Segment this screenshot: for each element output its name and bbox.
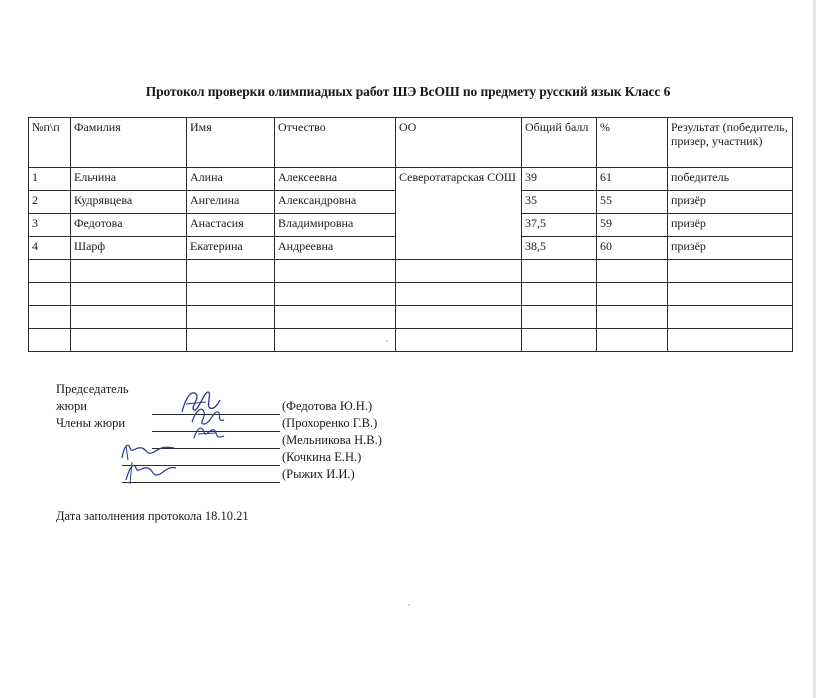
empty-cell (29, 260, 71, 283)
jury-member-name: (Мельникова Н.В.) (282, 433, 382, 447)
cell-name: Анастасия (187, 214, 275, 237)
empty-cell (29, 329, 71, 352)
empty-cell (668, 306, 793, 329)
cell-surname: Кудрявцева (71, 191, 187, 214)
document-title: Протокол проверки олимпиадных работ ШЭ ВсОШ по предмету русский язык Класс 6 (145, 84, 671, 99)
table-row (29, 168, 793, 191)
cell-patronymic: Алексеевна (275, 168, 396, 191)
cell-num: 3 (29, 214, 71, 237)
empty-cell (29, 283, 71, 306)
cell-score: 38,5 (522, 237, 597, 260)
signature-line (152, 419, 280, 432)
empty-cell (522, 260, 597, 283)
header-result: Результат (победитель, призер, участник) (668, 118, 793, 168)
empty-cell (71, 283, 187, 306)
scan-speck (408, 604, 410, 606)
jury-member-line (56, 432, 382, 449)
scan-speck (386, 340, 388, 342)
empty-cell (396, 283, 522, 306)
empty-row (29, 260, 793, 283)
signature-line (122, 453, 280, 466)
cell-patronymic: Владимировна (275, 214, 396, 237)
empty-cell (597, 306, 668, 329)
cell-percent: 59 (597, 214, 668, 237)
jury-member-line (56, 449, 382, 466)
cell-score: 37,5 (522, 214, 597, 237)
cell-percent: 60 (597, 237, 668, 260)
jury-member-line (56, 415, 382, 432)
empty-cell (597, 260, 668, 283)
jury-member-name: (Кочкина Е.Н.) (282, 450, 362, 464)
jury-signatures (56, 382, 382, 483)
jury-chair-line (56, 382, 382, 415)
empty-cell (71, 306, 187, 329)
cell-score: 39 (522, 168, 597, 191)
cell-result: призёр (668, 214, 793, 237)
cell-patronymic: Александровна (275, 191, 396, 214)
empty-cell (597, 283, 668, 306)
cell-result: призёр (668, 191, 793, 214)
jury-member-line (56, 466, 382, 483)
cell-name: Алина (187, 168, 275, 191)
signature-line (152, 436, 280, 449)
empty-cell (668, 260, 793, 283)
cell-surname: Шарф (71, 237, 187, 260)
cell-num: 2 (29, 191, 71, 214)
empty-cell (396, 329, 522, 352)
jury-chair-name: (Федотова Ю.Н.) (282, 399, 373, 413)
empty-cell (187, 260, 275, 283)
header-num: №п\п (29, 118, 71, 168)
empty-cell (187, 283, 275, 306)
empty-row (29, 283, 793, 306)
empty-cell (275, 306, 396, 329)
empty-cell (668, 283, 793, 306)
empty-row (29, 306, 793, 329)
empty-row (29, 329, 793, 352)
cell-num: 1 (29, 168, 71, 191)
cell-result: призёр (668, 237, 793, 260)
cell-name: Екатерина (187, 237, 275, 260)
signature-line (122, 470, 280, 483)
cell-result: победитель (668, 168, 793, 191)
empty-cell (396, 260, 522, 283)
cell-oo: Северотатарская СОШ (396, 168, 522, 260)
empty-cell (522, 283, 597, 306)
empty-cell (71, 329, 187, 352)
jury-member-name: (Рыжих И.И.) (282, 467, 355, 481)
table-header-row (29, 118, 793, 168)
empty-cell (396, 306, 522, 329)
empty-cell (597, 329, 668, 352)
jury-members-label: Члены жюри (56, 416, 126, 430)
cell-percent: 61 (597, 168, 668, 191)
results-table (28, 117, 793, 352)
cell-name: Ангелина (187, 191, 275, 214)
empty-cell (187, 306, 275, 329)
cell-surname: Федотова (71, 214, 187, 237)
empty-cell (668, 329, 793, 352)
empty-cell (275, 260, 396, 283)
cell-surname: Ельчина (71, 168, 187, 191)
fill-date: Дата заполнения протокола 18.10.21 (56, 509, 249, 523)
signature-line (152, 402, 280, 415)
empty-cell (522, 306, 597, 329)
empty-cell (29, 306, 71, 329)
header-surname: Фамилия (71, 118, 187, 168)
cell-percent: 55 (597, 191, 668, 214)
empty-cell (275, 283, 396, 306)
cell-num: 4 (29, 237, 71, 260)
empty-cell (71, 260, 187, 283)
header-name: Имя (187, 118, 275, 168)
header-oo: ОО (396, 118, 522, 168)
jury-chair-label: Председатель жюри (56, 382, 129, 413)
empty-cell (275, 329, 396, 352)
header-score: Общий балл (522, 118, 597, 168)
jury-member-name: (Прохоренко Г.В.) (282, 416, 378, 430)
empty-cell (187, 329, 275, 352)
header-percent: % (597, 118, 668, 168)
cell-patronymic: Андреевна (275, 237, 396, 260)
cell-score: 35 (522, 191, 597, 214)
empty-cell (522, 329, 597, 352)
header-patronymic: Отчество (275, 118, 396, 168)
